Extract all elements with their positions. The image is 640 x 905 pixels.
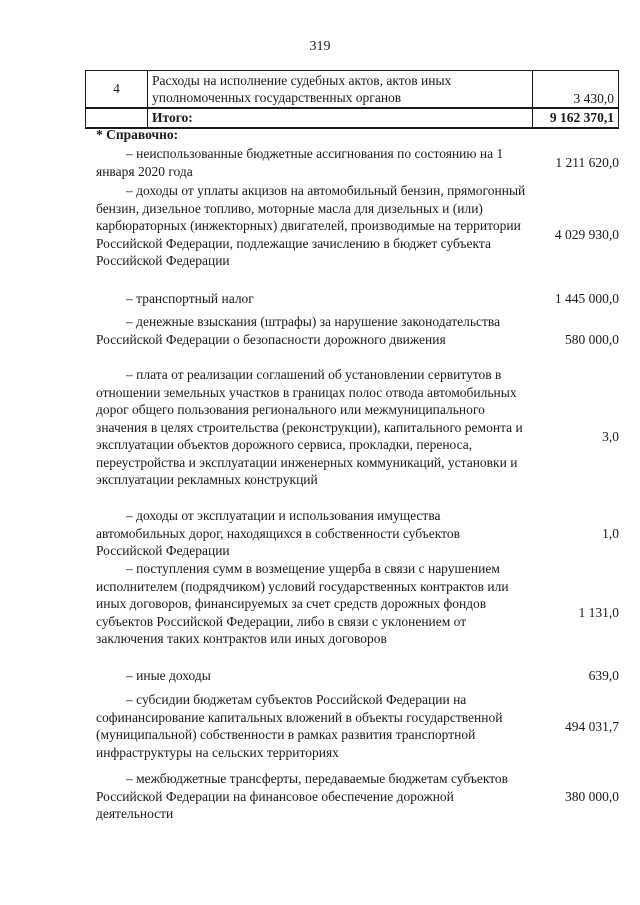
reference-item-excise-income	[96, 182, 619, 270]
item-text-first: – межбюджетные трансферты, передаваемые бюджетам	[126, 771, 448, 786]
total-label: Итого:	[148, 108, 533, 128]
reference-item-unused-allocations	[96, 145, 619, 180]
item-text-first: – плата от реализации соглашений об установлении	[126, 367, 425, 382]
reference-item-transport-tax	[96, 290, 619, 308]
item-text-first: – транспортный налог	[126, 291, 254, 306]
item-text-first: – доходы от уплаты акцизов на автомобильный бензин,	[126, 183, 444, 198]
total-empty-cell	[86, 108, 148, 128]
item-value: 3,0	[602, 429, 619, 444]
item-text-first: – иные доходы	[126, 668, 211, 683]
total-value: 9 162 370,1	[533, 108, 619, 128]
item-text-rest: софинансирование капитальных вложений в объекты государственной (муниципальной) собственности в рамках развития транспортной инфраструктуры на сельских территориях	[96, 709, 503, 760]
reference-item-subsidies	[96, 691, 619, 761]
reference-item-damage-compensation	[96, 560, 619, 648]
table-row	[86, 71, 619, 109]
item-text-rest: субъектов Российской Федерации на финансовое обеспечение дорожной деятельности	[96, 771, 509, 821]
item-text-first: – доходы от эксплуатации и использования имущества	[126, 508, 441, 523]
item-text-rest: сервитутов в отношении земельных участков в границах полос отвода автомобильных дорог общего пользования регионального или межмуниципального значения в целях строительства (реконструкции), капитального ремонта и эксплуатации объектов дорожного сервиса, прокладки, переноса, переустройства и эксплуатации инженерных коммуникаций, установки и эксплуатации рекламных конструкций	[96, 367, 523, 487]
row-value: 3 430,0	[533, 71, 619, 109]
item-value: 1 211 620,0	[555, 155, 619, 170]
item-text-first: – денежные взыскания (штрафы) за нарушение	[126, 314, 398, 329]
page-number: 319	[309, 39, 331, 54]
expenses-table	[85, 70, 619, 129]
item-value: 1 445 000,0	[554, 291, 619, 306]
reference-heading: * Справочно:	[96, 127, 179, 142]
reference-item-other-income	[96, 667, 619, 685]
item-value: 580 000,0	[565, 332, 619, 347]
item-text-rest: на 1 января 2020 года	[96, 146, 504, 179]
item-text-first: – неиспользованные бюджетные ассигнования по состоянию	[126, 146, 477, 161]
item-text-rest: законодательства Российской Федерации о безопасности дорожного движения	[96, 314, 501, 347]
total-row	[86, 108, 619, 128]
item-value: 380 000,0	[565, 789, 619, 804]
item-value: 494 031,7	[565, 719, 619, 734]
item-text-rest: прямогонный бензин, дизельное топливо, моторные масла для дизельных и (или) карбюраторных (инжекторных) двигателей, производимые на территории Российской Федерации, подлежащие зачислению в бюджет субъекта Российской Федерации	[96, 183, 526, 268]
item-text-first: – поступления сумм в возмещение ущерба в связи с	[126, 561, 425, 576]
item-text-first: – субсидии бюджетам субъектов Российской Федерации на	[126, 692, 467, 707]
item-value: 639,0	[588, 668, 619, 683]
item-value: 4 029 930,0	[554, 227, 619, 242]
item-value: 1 131,0	[578, 605, 619, 620]
row-number: 4	[86, 71, 148, 109]
item-value: 1,0	[602, 526, 619, 541]
item-text-rest: автомобильных дорог, находящихся в собственности субъектов Российской Федерации	[96, 525, 460, 558]
row-description: Расходы на исполнение судебных актов, актов иных уполномоченных государственных органов	[148, 71, 533, 109]
reference-item-servitude-fees	[96, 366, 619, 489]
reference-item-fines	[96, 313, 619, 348]
item-text-rest: нарушением исполнителем (подрядчиком) условий государственных контрактов или иных договоров, финансируемых за счет средств дорожных фондов субъектов Российской Федерации, либо в связи с уклонением от заключения таких контрактов или иных договоров	[96, 561, 509, 646]
reference-item-transfers	[96, 770, 619, 823]
reference-item-property-income	[96, 507, 619, 560]
